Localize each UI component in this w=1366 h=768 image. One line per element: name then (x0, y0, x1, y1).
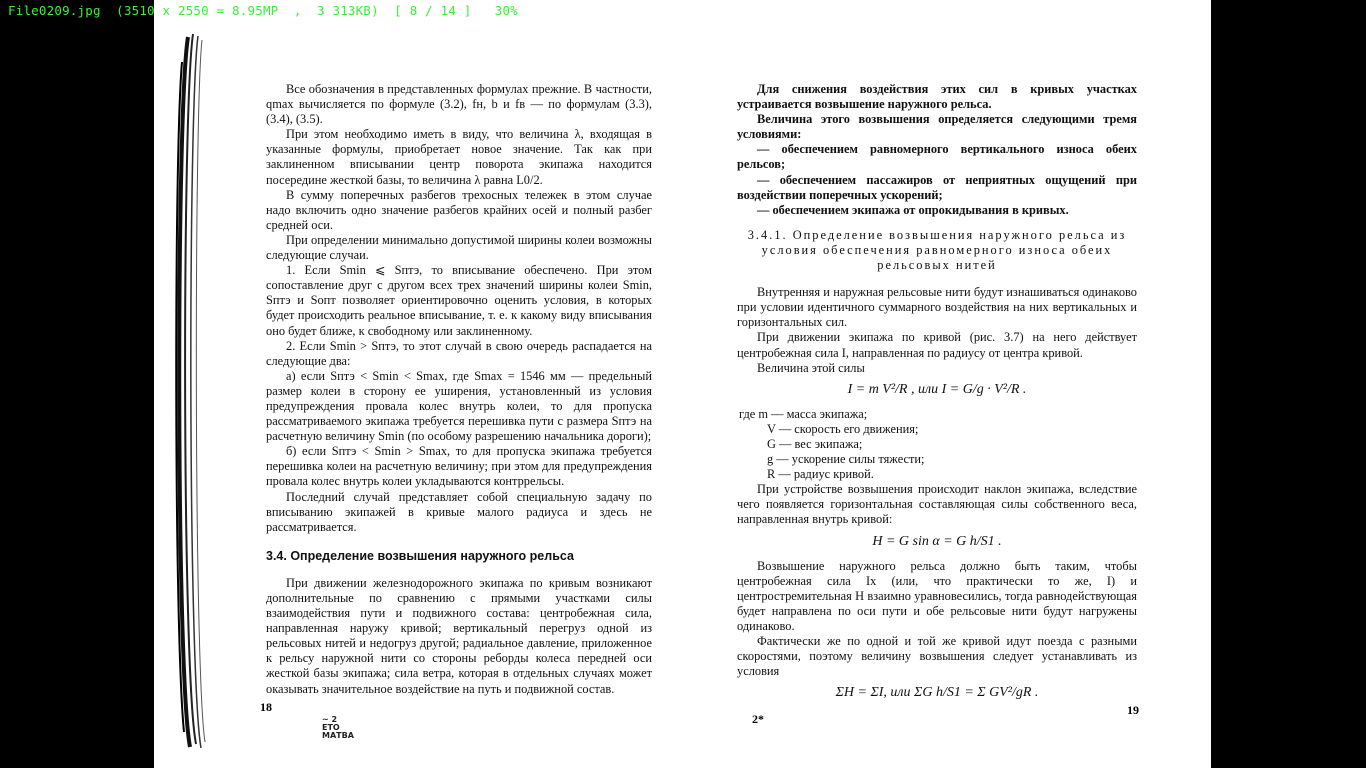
definition-weight: G — вес экипажа; (767, 436, 863, 451)
horizontal-force-formula: H = G sin α = G h/S1 . (872, 533, 1002, 549)
library-stamp: ~ 2 ЕТО МАТВА (322, 715, 354, 740)
right-paragraph-7: Возвышение наружного рельса должно быть таким, чтобы центробежная сила Ix (или, что практически то же, I) и центростремительная H взаимно уравновесились, тогда равнодействующая будет направлена по оси пути и обе рельсовые нити будут нагружены одинаково. (737, 558, 1137, 633)
right-list-item-2: — обеспечением пассажиров от неприятных ощущений при воздействии поперечных ускорений; (737, 172, 1137, 202)
left-paragraph-8: б) если Sптэ < Smin > Smax, то для пропуска экипажа требуется перешивка колеи на расчетную величину; при этом для предупреждения провала колес внутрь колеи укладываются контррельсы. (266, 444, 652, 489)
right-paragraph-5: Величина этой силы (757, 360, 865, 375)
left-paragraph-9: Последний случай представляет собой специальную задачу по вписыванию экипажей в кривые малого радиуса и здесь не рассматривается. (266, 489, 652, 534)
left-paragraph-1: Все обозначения в представленных формулах прежние. В частности, qmax вычисляется по формуле (3.2), fн, b и fв — по формулам (3.3), (3.4), (3.5). (266, 82, 652, 127)
right-paragraph-4: При движении экипажа по кривой (рис. 3.7) на него действует центробежная сила I, направленная по радиусу от центра кривой. (737, 330, 1137, 360)
symbol-definitions (739, 407, 1137, 482)
left-paragraph-7: а) если Sптэ < Smin < Smax, где Smax = 1546 мм — предельный размер колеи в сторону ее уширения, установленный из условия предупреждения провала колес внутрь колеи, то для пропуска рассматриваемого экипажа требуется перешивка пути с размера Sптэ на расчетную величину Smin (по особому разрешению начальника дороги); (266, 368, 652, 444)
right-paragraph-3: Внутренняя и наружная рельсовые нити будут изнашиваться одинаково при условии идентичного суммарного воздействия на них вертикальных и горизонтальных сил. (737, 285, 1137, 330)
definition-mass: где m — масса экипажа; (739, 406, 868, 421)
left-paragraph-3: В сумму поперечных разбегов трехосных тележек в этом случае надо включить одно значение разбегов крайних осей и полный разбег средней оси. (266, 187, 652, 232)
equilibrium-formula: ΣH = ΣI, или ΣG h/S1 = Σ GV²/gR . (835, 685, 1039, 701)
left-page-number: 18 (260, 700, 272, 714)
centrifugal-force-formula: I = m V²/R , или I = G/g · V²/R . (847, 381, 1027, 397)
signature-mark: 2* (752, 712, 764, 726)
definition-speed: V — скорость его движения; (767, 421, 919, 436)
scanned-page-image (154, 0, 1211, 768)
left-paragraph-10: При движении железнодорожного экипажа по кривым возникают дополнительные по сравнению с прямыми участками силы взаимодействия пути и подвижного состава: центробежная сила, направленная наружу кривой; вертикальный перегруз одной из рельсовых нитей и недогруз другой; радиальное давление, приложенное к рельсу наружной нити со стороны реборды колеса передней оси жесткой базы экипажа; сила ветра, которая в отдельных случаях может оказывать значительное воздействие на путь и подвижной состав. (266, 575, 652, 696)
book-spine-edge (168, 32, 208, 752)
left-paragraph-4: При определении минимально допустимой ширины колеи возможны следующие случаи. (266, 232, 652, 263)
left-paragraph-5: 1. Если Smin ⩽ Sптэ, то вписывание обеспечено. При этом сопоставление друг с другом всех трех значений ширины колеи Smin, Sптэ и Sопт позволяет ориентировочно оценить условия, в которых будет происходить реальное вписывание, т. е. к какому виду вписывания оно будет ближе, к свободному или заклиненному. (266, 263, 652, 338)
definition-radius: R — радиус кривой. (767, 467, 874, 482)
right-paragraph-8: Фактически же по одной и той же кривой идут поезда с разными скоростями, поэтому величину возвышения следует устанавливать из условия (737, 634, 1137, 679)
right-paragraph-2: Величина этого возвышения определяется следующими тремя условиями: (737, 112, 1137, 142)
right-paragraph-6: При устройстве возвышения происходит наклон экипажа, вследствие чего появляется горизонтальная составляющая силы собственного веса, направленная внутрь кривой: (737, 482, 1137, 527)
viewer-status-text: File0209.jpg (3510 x 2550 = 8.95MP , 3 313KB) [ 8 / 14 ] 30% (8, 3, 518, 18)
right-subsection-title: 3.4.1. Определение возвышения наружного рельса из условия обеспечения равномерного износа обеих рельсовых нитей (747, 227, 1127, 273)
left-paragraph-6: 2. Если Smin > Sптэ, то этот случай в свою очередь распадается на следующие два: (266, 338, 652, 368)
right-list-item-1: — обеспечением равномерного вертикального износа обеих рельсов; (737, 142, 1137, 172)
right-page-number: 19 (1127, 703, 1139, 717)
right-paragraph-1: Для снижения воздействия этих сил в кривых участках устраивается возвышение наружного рельса. (737, 82, 1137, 112)
right-list-item-3: — обеспечением экипажа от опрокидывания в кривых. (757, 202, 1069, 217)
left-book-page (266, 82, 652, 697)
left-paragraph-2: При этом необходимо иметь в виду, что величина λ, входящая в указанные формулы, приобретает новое значение. Так как при заклиненном вписывании центр поворота экипажа находится посередине жесткой базы, то величина λ равна L0/2. (266, 127, 652, 187)
right-book-page (737, 82, 1137, 710)
left-section-heading: 3.4. Определение возвышения наружного рельса (266, 548, 574, 563)
definition-gravity: g — ускорение силы тяжести; (767, 452, 925, 467)
